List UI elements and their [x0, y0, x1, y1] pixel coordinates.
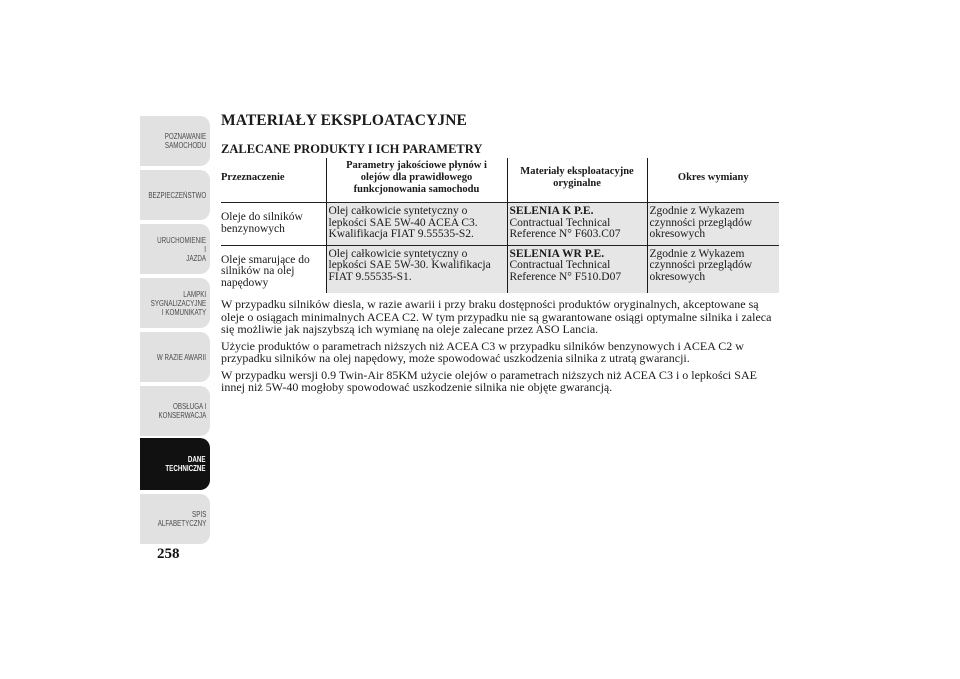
page-number: 258: [157, 546, 180, 562]
tab-bezpieczenstwo[interactable]: BEZPIECZEŃSTWO: [140, 170, 210, 220]
material-name: SELENIA K P.E.: [509, 205, 594, 217]
note-paragraph: W przypadku silników diesla, w razie awarii i przy braku dostępności produktów oryginalnych, akceptowane są oleje o osiągach minimalnych ACEA C2. W tym przypadku nie są gwarantowane osiągi optymalne silnika i zaleca się możliwie jak najszybszą ich wymianę na oleje zalecane przez ASO Lancia.: [221, 297, 772, 336]
header-original-materials: Materiały eksploatacyjne oryginalne: [507, 158, 647, 203]
table-header-row: [221, 158, 779, 203]
page-title: MATERIAŁY EKSPLOATACYJNE: [221, 112, 467, 129]
cell-parameters: Olej całkowicie syntetyczny o lepkości SAE 5W-30. Kwalifikacja FIAT 9.55535-S1.: [326, 245, 507, 293]
material-reference: Contractual Technical Reference N° F510.D07: [509, 259, 622, 283]
table-row: [221, 203, 779, 246]
cell-purpose: Oleje smarujące do silników na olej napędowy: [221, 245, 326, 293]
tab-lampki-sygnalizacyjne[interactable]: LAMPKI SYGNALIZACYJNE I KOMUNIKATY: [140, 278, 210, 328]
section-subtitle: ZALECANE PRODUKTY I ICH PARAMETRY: [221, 142, 483, 156]
page-content: [221, 112, 781, 394]
tab-spis-alfabetyczny[interactable]: SPIS ALFABETYCZNY: [140, 494, 210, 544]
header-parameters: Parametry jakościowe płynów i olejów dla prawidłowego funkcjonowania samochodu: [326, 158, 507, 203]
tab-dane-techniczne[interactable]: DANE TECHNICZNE: [140, 438, 210, 490]
material-name: SELENIA WR P.E.: [509, 247, 605, 260]
header-change-interval: Okres wymiany: [647, 158, 779, 203]
cell-purpose: Oleje do silników benzynowych: [221, 203, 326, 246]
cell-parameters: Olej całkowicie syntetyczny o lepkości SAE 5W-40 ACEA C3. Kwalifikacja FIAT 9.55535-S2.: [326, 203, 507, 246]
material-reference: Contractual Technical Reference N° F603.C07: [509, 216, 621, 240]
header-purpose: Przeznaczenie: [221, 172, 285, 183]
table-row: [221, 245, 779, 293]
tab-obsluga-i-konserwacja[interactable]: OBSŁUGA I KONSERWACJA: [140, 386, 210, 436]
cell-material: [507, 245, 647, 293]
notes: [221, 298, 781, 394]
cell-interval: Zgodnie z Wykazem czynności przeglądów okresowych: [647, 245, 779, 293]
tab-w-razie-awarii[interactable]: W RAZIE AWARII: [140, 332, 210, 382]
tab-uruchomienie-i-jazda[interactable]: URUCHOMIENIE I JAZDA: [140, 224, 210, 274]
cell-interval: Zgodnie z Wykazem czynności przeglądów okresowych: [647, 203, 779, 246]
recommended-products-table: [221, 158, 779, 293]
cell-material: [507, 203, 647, 246]
note-paragraph: Użycie produktów o parametrach niższych niż ACEA C3 w przypadku silników benzynowych i ACEA C2 w przypadku silników na olej napędowy, może spowodować uszkodzenia silnika z utratą gwarancji.: [221, 338, 744, 365]
tab-poznawanie-samochodu[interactable]: POZNAWANIE SAMOCHODU: [140, 116, 210, 166]
note-paragraph: W przypadku wersji 0.9 Twin-Air 85KM użycie olejów o parametrach niższych niż ACEA C3 i o lepkości SAE innej niż 5W-40 mogłoby spowodować uszkodzenie silnika nie objęte gwarancją.: [221, 367, 757, 394]
